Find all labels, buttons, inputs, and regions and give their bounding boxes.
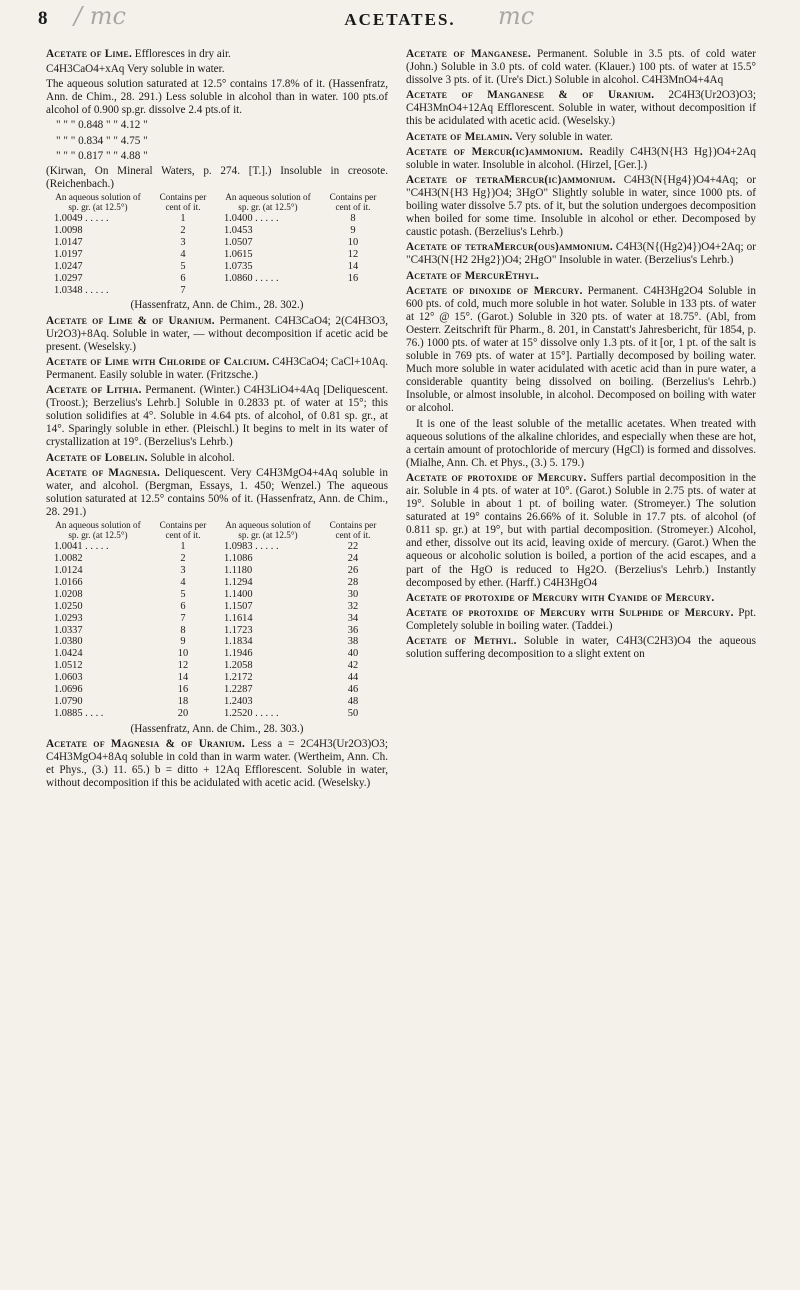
- entry-manganese-uranium: [406, 89, 756, 128]
- table-cell: 1.0082: [54, 553, 83, 565]
- table-cell: 3: [180, 564, 186, 576]
- table-cell: [318, 285, 388, 297]
- table-cell: 1.1946: [223, 648, 253, 660]
- entry-body: Permanent. (Winter.) C4H3LiO4+4Aq [Deliquescent. (Troost.); Berzelius's Lehrb.] Soluble in 0.2833 pt. of water at 15°; this solution solidifies at 4°. Soluble in 4.64 pts. of alcohol, of 0.81 sp. gr., at 14°. Sparingly soluble in ether. (Pleischl.) It begins to melt in its water of crystallization at 19°. (Berzelius's Lehrb.): [46, 384, 388, 449]
- table-cell: 1.1294: [223, 576, 253, 588]
- entry-heading: Acetate of Lime & of Uranium.: [46, 314, 215, 327]
- table-row: [48, 601, 388, 613]
- table-row: [48, 636, 388, 648]
- right-column: [406, 48, 756, 663]
- table-cell: 1.0790: [54, 695, 83, 707]
- table-cell: 22: [347, 541, 359, 553]
- table-cell: 1.0337: [54, 624, 83, 636]
- table-cell: [218, 285, 318, 297]
- table-cell: 1.2058: [223, 660, 253, 672]
- table-cell: 1.0512: [54, 660, 83, 672]
- table-cell: 1.1834: [223, 636, 253, 648]
- table-header: Contains per cent of it.: [329, 519, 377, 540]
- table-cell: 1.0297: [54, 272, 83, 284]
- entry-heading: Acetate of Manganese.: [406, 48, 531, 60]
- table-header: An aqueous solution of sp. gr. (at 12.5°): [55, 191, 141, 212]
- table-citation: (Hassenfratz, Ann. de Chim., 28. 302.): [130, 299, 304, 312]
- table-cell: 1.0615: [223, 248, 253, 260]
- entry-body: Suffers partial decomposition in the air. Soluble in 4 pts. of water at 10°. (Garot.) Soluble in 2.75 pts. of water at 19°. Soluble in about 1 pt. of boiling water. (Stromeyer.) The solution saturated at 19° contains 26.66% of it. Soluble in 17.7 pts. of alcohol (of 0.811 sp. gr.) at 19°, but with partial decomposition. (Stromeyer.) Alcohol, and ether, dissolve out its acid, leaving oxide of mercury. (Garot.) When the aqueous or alcoholic solution is boiled, a portion of the acid escapes, and a part of the HgO is reduced to Hg2O. (Berzelius's Lehrb.) Instantly decomposed by ether. (Harff.) C4H3HgO4: [406, 471, 757, 589]
- entry-body: Permanent. Soluble in 3.5 pts. of cold water (John.) Soluble in 3.0 pts. of cold water. (Klauer.) 100 pts. of water at 15.5° dissolve 3 pts. of it. (Ure's Dict.) Soluble in alcohol. C4H3MnO4+4Aq: [406, 48, 756, 87]
- table-cell: 24: [347, 553, 359, 565]
- table-row: [48, 672, 388, 684]
- table-row: [48, 261, 388, 273]
- entry-body: Deliquescent. Very C4H3MgO4+4Aq soluble in water, and alcohol. (Bergman, Essays, 1. 450; Wenzel.) The aqueous solution saturated at 12.5° contains 50% of it. (Hassenfratz, Ann. de Chim., 28. 291.): [46, 466, 388, 518]
- table-row: [48, 285, 388, 297]
- table-row: [48, 565, 388, 577]
- entry-body: Permanent. C4H3Hg2O4 Soluble in 600 pts. of cold, much more soluble in hot water. Soluble in 133 pts. of water at 12° @ 15°. (Garot.) Soluble in 320 pts. of water at 18.75°. (Abl, from Oesterr. Zeitschrift für Pharm., 8. 201, in Canstatt's Jahresbericht, für 1854, p. 76.) 1000 pts. of water at 15° dissolve only 1.3 pts. of it [or, 1 pt. of the salt is soluble in 769 pts. of water at 15°]. Partially decomposed by boiling water. Much more soluble in water acidulated with acetic acid than in pure water, a considerable quantity being dissolved on boiling. (Berzelius's Lehrb.) Insoluble, or almost insoluble, in alcohol. Decomposed on boiling with water or alcohol.: [406, 284, 757, 415]
- solubility-table-magnesia: [48, 521, 388, 720]
- table-cell: 18: [177, 695, 189, 707]
- entry-heading: Acetate of Manganese & of Uranium.: [406, 89, 655, 102]
- table-cell: 2: [180, 225, 186, 237]
- table-cell: 50: [347, 707, 359, 719]
- table-row: [48, 577, 388, 589]
- table-cell: 1: [180, 213, 186, 225]
- table-cell: 1.0124: [54, 564, 83, 576]
- entry-body: Soluble in alcohol.: [150, 451, 235, 464]
- table-row: [48, 273, 388, 285]
- table-cell: 1.0166: [54, 576, 83, 588]
- entry-body: Permanent. C4H3CaO4; 2(C4H3O3, Ur2O3)+8Aq. Soluble in water, — without decomposition if acetic acid be present. (Weselsky.): [46, 314, 388, 353]
- table-cell: 5: [180, 260, 186, 272]
- table-cell: 1.2403: [223, 695, 253, 707]
- table-cell: 1.0400 . . . . .: [223, 213, 279, 225]
- table-cell: 1.0424: [54, 648, 83, 660]
- table-row: [48, 613, 388, 625]
- ditto-line: " " " 0.848 " " 4.12 ": [56, 119, 148, 132]
- table-cell: 40: [347, 648, 359, 660]
- table-cell: 36: [347, 624, 359, 636]
- entry-heading: Acetate of Magnesia & of Uranium.: [46, 737, 246, 750]
- table-header: Contains per cent of it.: [329, 191, 377, 212]
- table-cell: 1.2172: [223, 672, 253, 684]
- running-title: ACETATES.: [344, 10, 456, 29]
- entry-heading: Acetate of Lime with Chloride of Calcium.: [46, 355, 270, 368]
- table-cell: 20: [177, 707, 189, 719]
- ditto-line: " " " 0.817 " " 4.88 ": [56, 149, 148, 162]
- entry-lithia: [46, 384, 388, 449]
- entry-heading: Acetate of Lithia.: [46, 384, 142, 397]
- entry-tetramercurous-ammonium: [406, 241, 756, 267]
- entry-body: Very soluble in water.: [515, 130, 613, 143]
- table-cell: 1.0603: [54, 672, 83, 684]
- table-cell: 1.0348 . . . . .: [54, 284, 109, 296]
- entry-body: It is one of the least soluble of the metallic acetates. When treated with aqueous solutions of the alkaline chlorides, and especially when these are hot, a certain amount of protochloride of mercury (HgCl) is formed and dissolves. (Mialhe, Ann. Ch. et Phys., (3.) 5. 179.): [406, 417, 756, 469]
- table-header: An aqueous solution of sp. gr. (at 12.5°): [225, 191, 311, 212]
- table-cell: 10: [347, 236, 359, 248]
- table-row: [48, 696, 388, 708]
- table-cell: 1.1507: [223, 600, 253, 612]
- table-cell: 7: [180, 612, 186, 624]
- entry-protoxide-cyanide: [406, 592, 756, 605]
- table-row: [48, 541, 388, 553]
- table-cell: 1.1614: [223, 612, 253, 624]
- table-row: [48, 648, 388, 660]
- entry-heading: Acetate of tetraMercur(ous)ammonium.: [406, 241, 613, 254]
- table-row: [48, 684, 388, 696]
- table-cell: 1.0049 . . . . .: [54, 213, 109, 225]
- entry-body: (Kirwan, On Mineral Waters, p. 274. [T.].) Insoluble in creosote. (Reichenbach.): [46, 164, 388, 190]
- table-cell: 8: [180, 624, 186, 636]
- entry-body: 2C4H3(Ur2O3)O3; C4H3MnO4+12Aq Efflorescent. Soluble in water, without decomposition if this be acidulated with acetic acid. (Weselsky.): [406, 89, 756, 128]
- table-cell: 1.0041 . . . . .: [54, 541, 109, 553]
- page-header: [0, 2, 800, 38]
- table-cell: 10: [177, 648, 189, 660]
- entry-heading: Acetate of Lobelin.: [46, 451, 148, 464]
- entry-lime-uranium: [46, 315, 388, 354]
- table-row: [48, 249, 388, 261]
- table-cell: 4: [180, 576, 186, 588]
- entry-lime-chloride-calcium: [46, 356, 388, 382]
- entry-protoxide-sulphide: [406, 607, 756, 633]
- table-header: Contains per cent of it.: [159, 519, 207, 540]
- table-cell: 14: [347, 260, 359, 272]
- table-cell: 48: [347, 695, 359, 707]
- table-cell: 26: [347, 564, 359, 576]
- entry-manganese: [406, 48, 756, 87]
- table-cell: 1.0453: [223, 225, 253, 237]
- table-row: [48, 237, 388, 249]
- table-cell: 1: [180, 541, 186, 553]
- entry-methyl: [406, 635, 756, 661]
- entry-dinoxide-mercury: [406, 285, 756, 470]
- table-cell: 38: [347, 636, 359, 648]
- table-cell: 1.0197: [54, 248, 83, 260]
- table-cell: 5: [180, 588, 186, 600]
- entry-magnesia-uranium: [46, 738, 388, 790]
- table-cell: 16: [177, 684, 189, 696]
- table-cell: 1.0983 . . . . .: [223, 541, 279, 553]
- entry-tetramercuric-ammonium: [406, 174, 756, 239]
- table-cell: 7: [180, 284, 186, 296]
- table-cell: 1.2287: [223, 684, 253, 696]
- table-cell: 30: [347, 588, 359, 600]
- entry-heading: Acetate of dinoxide of Mercury.: [406, 284, 583, 297]
- formula-line: C4H3CaO4+xAq Very soluble in water.: [46, 63, 225, 76]
- entry-protoxide-mercury: [406, 472, 756, 590]
- entry-body: Ppt. Completely soluble in boiling water. (Taddei.): [406, 606, 756, 632]
- entry-heading: Acetate of protoxide of Mercury with Cyanide of Mercury.: [406, 591, 715, 604]
- table-cell: 28: [347, 576, 359, 588]
- table-cell: 1.2520 . . . . .: [223, 707, 279, 719]
- entry-melamin: [406, 131, 756, 144]
- entry-heading: Acetate of Methyl.: [406, 635, 517, 648]
- table-cell: 1.1086: [223, 553, 253, 565]
- table-row: [48, 553, 388, 565]
- entry-body: Soluble in water, C4H3(C2H3)O4 the aqueous solution suffering decomposition to a slight extent on: [406, 635, 756, 661]
- entry-body: Readily C4H3(N{H3 Hg})O4+2Aq soluble in water. Insoluble in alcohol. (Hirzel, [Ger.].): [406, 145, 756, 171]
- table-row: [48, 225, 388, 237]
- table-cell: 2: [180, 553, 186, 565]
- table-row: [48, 213, 388, 225]
- table-cell: 42: [347, 660, 359, 672]
- table-cell: 1.0098: [54, 225, 83, 237]
- page-number: 8: [38, 8, 48, 29]
- table-cell: 12: [177, 660, 189, 672]
- table-header: An aqueous solution of sp. gr. (at 12.5°): [55, 519, 141, 540]
- table-cell: 9: [180, 636, 186, 648]
- table-cell: 16: [347, 272, 359, 284]
- entry-body: The aqueous solution saturated at 12.5° contains 17.8% of it. (Hassenfratz, Ann. de Chim., 28. 291.) Less soluble in alcohol than in water. 100 pts.of alcohol of 0.900 sp.gr. dissolve 2.4 pts.of it.: [46, 78, 388, 117]
- entry-heading: Acetate of Mercur(ic)ammonium.: [406, 145, 583, 158]
- table-row: [48, 660, 388, 672]
- entry-heading: Acetate of Melamin.: [406, 130, 513, 143]
- table-cell: 8: [350, 213, 356, 225]
- table-cell: 9: [350, 225, 356, 237]
- table-cell: 46: [347, 684, 359, 696]
- table-cell: 1.1180: [223, 564, 253, 576]
- table-header: Contains per cent of it.: [159, 191, 207, 212]
- entry-body: Less a = 2C4H3(Ur2O3)O3; C4H3MgO4+8Aq soluble in cold than in warm water. (Wertheim, Ann. Ch. et Phys., (3.) 11. 65.) b = ditto + 12Aq Efflorescent. Soluble in water, without decomposition if this be acidulated with acetic acid. (Weselsky.): [46, 737, 388, 790]
- table-cell: 1.0380: [54, 636, 83, 648]
- table-cell: 1.0208: [54, 588, 83, 600]
- table-cell: 14: [177, 672, 189, 684]
- entry-body: C4H3CaO4; CaCl+10Aq. Permanent. Easily soluble in water. (Fritzsche.): [46, 355, 389, 381]
- left-column: [46, 48, 388, 792]
- table-cell: 4: [180, 248, 186, 260]
- table-row: [48, 708, 388, 720]
- table-cell: 1.0507: [223, 236, 253, 248]
- table-cell: 1.0247: [54, 260, 83, 272]
- table-cell: 1.0147: [54, 236, 83, 248]
- table-cell: 12: [347, 248, 359, 260]
- entry-mercurethyl: [406, 270, 756, 283]
- entry-acetate-of-lime: [46, 48, 388, 191]
- table-cell: 1.0735: [223, 260, 253, 272]
- table-cell: 32: [347, 600, 359, 612]
- table-header: An aqueous solution of sp. gr. (at 12.5°): [225, 519, 311, 540]
- entry-heading: Acetate of protoxide of Mercury with Sulphide of Mercury.: [406, 606, 734, 619]
- entry-heading: Acetate of MercurEthyl.: [406, 269, 540, 282]
- handwritten-mark-left: / mc: [74, 2, 126, 30]
- ditto-line: " " " 0.834 " " 4.75 ": [56, 134, 148, 147]
- table-row: [48, 625, 388, 637]
- entry-body: C4H3(N{Hg4})O4+4Aq; or "C4H3(N{H3 Hg})O4; 3HgO" Slightly soluble in water, since 1000 pts. of boiling water dissolve 5.7 pts. of it, but the solution undergoes decomposition when boiled for some time. Insoluble in alcohol or ether. Decomposed by caustic potash. (Berzelius's Lehrb.): [406, 173, 756, 239]
- entry-heading: Acetate of Magnesia.: [46, 466, 161, 479]
- solubility-table-lime: [48, 193, 388, 297]
- table-cell: 1.0860 . . . . .: [223, 272, 279, 284]
- entry-body: Effloresces in dry air.: [134, 48, 231, 60]
- table-cell: 1.1400: [223, 588, 253, 600]
- table-cell: 1.0250: [54, 600, 83, 612]
- table-cell: 3: [180, 236, 186, 248]
- table-cell: 1.1723: [223, 624, 253, 636]
- table-cell: 1.0885 . . . .: [54, 707, 104, 719]
- table-cell: 1.0696: [54, 684, 83, 696]
- table-cell: 6: [180, 272, 186, 284]
- entry-mercuric-ammonium: [406, 146, 756, 172]
- table-cell: 34: [347, 612, 359, 624]
- table-citation: (Hassenfratz, Ann. de Chim., 28. 303.): [130, 722, 304, 735]
- table-cell: 44: [347, 672, 359, 684]
- entry-magnesia: [46, 467, 388, 519]
- entry-lobelin: [46, 452, 388, 465]
- table-cell: 6: [180, 600, 186, 612]
- entry-body: C4H3(N{(Hg2)4})O4+2Aq; or "C4H3(N{H2 2Hg2})O4; 2HgO" Insoluble in water. (Berzelius's Lehrb.): [406, 241, 756, 267]
- table-cell: 1.0293: [54, 612, 83, 624]
- entry-heading: Acetate of Lime.: [46, 48, 132, 60]
- entry-heading: Acetate of tetraMercur(ic)ammonium.: [406, 173, 616, 186]
- handwritten-mark-right: mc: [498, 2, 535, 30]
- entry-heading: Acetate of protoxide of Mercury.: [406, 471, 587, 484]
- table-row: [48, 589, 388, 601]
